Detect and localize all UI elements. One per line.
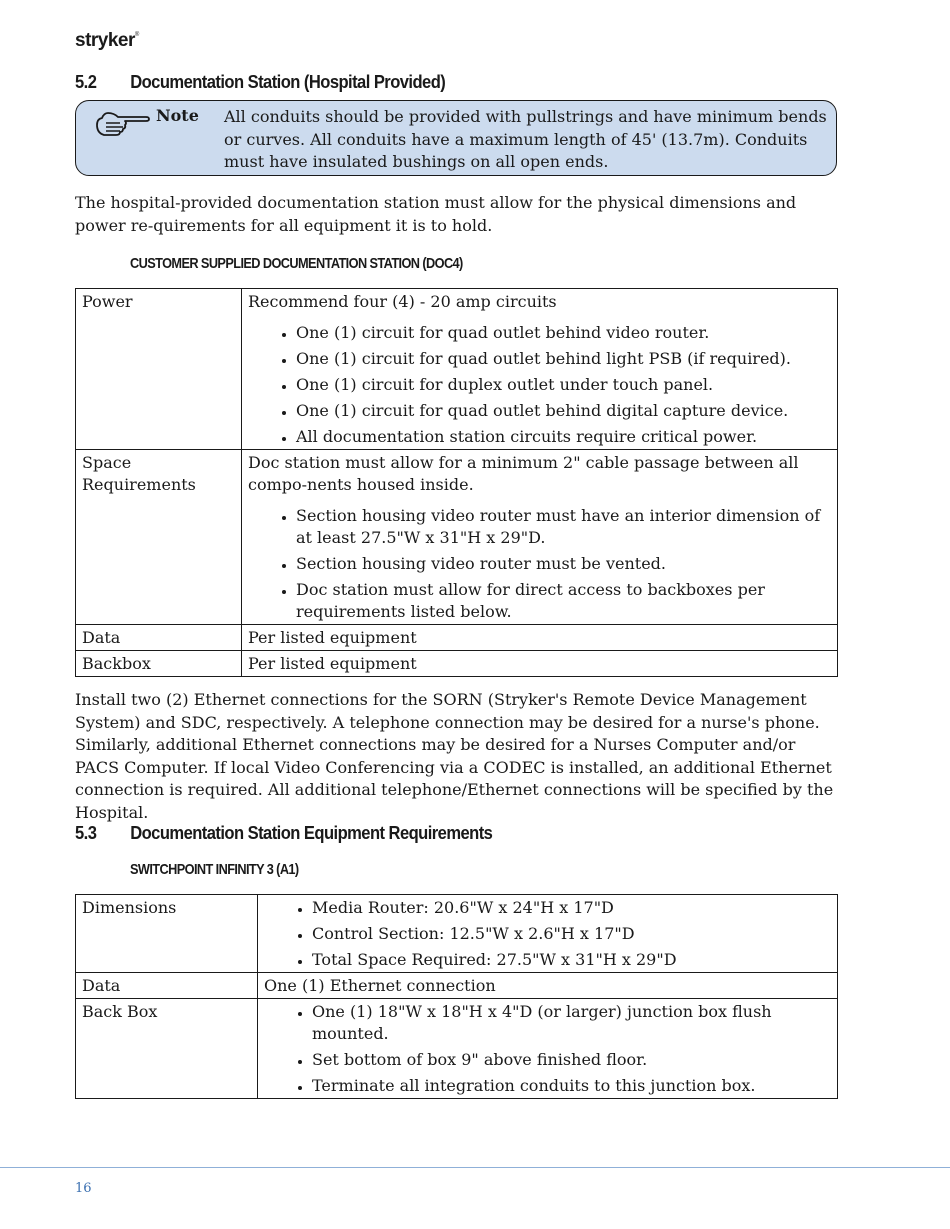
list-item: • One (1) 18"W x 18"H x 4"D (or larger) junction box flush mounted. <box>312 1001 831 1045</box>
doc4-spec-table <box>75 288 838 677</box>
stryker-logo <box>75 30 139 52</box>
registered-mark: ® <box>134 32 139 38</box>
table-row <box>76 973 838 999</box>
row-content <box>242 450 838 625</box>
list-item: • One (1) circuit for duplex outlet under touch panel. <box>296 374 831 396</box>
bullet-list <box>248 505 831 623</box>
bullet-list <box>248 322 831 448</box>
table-row <box>76 999 838 1099</box>
intro-paragraph: The hospital-provided documentation station must allow for the physical dimensions and power re-quirements for all equipment it is to hold. <box>75 193 797 235</box>
table-row <box>76 625 838 651</box>
list-item: • Terminate all integration conduits to this junction box. <box>312 1075 831 1097</box>
footer-divider <box>0 1167 950 1168</box>
ethernet-paragraph: Install two (2) Ethernet connections for the SORN (Stryker's Remote Device Management System) and SDC, respectively. A telephone connection may be desired for a nurse's phone. Similarly, additional Ethernet connections may be desired for a Nurses Computer and/or PACS Computer. If local Video Conferencing via a CODEC is installed, an additional Ethernet connection is required. All additional telephone/Ethernet connections will be specified by the Hospital. <box>75 690 834 822</box>
list-item: • Media Router: 20.6"W x 24"H x 17"D <box>312 897 831 919</box>
a1-spec-table <box>75 894 838 1099</box>
row-content <box>242 289 838 450</box>
page-number: 16 <box>75 1181 92 1196</box>
section-5-2-heading <box>75 72 445 93</box>
pointing-hand-icon <box>94 109 150 141</box>
row-label: Back Box <box>76 999 258 1099</box>
row-label: Data <box>76 625 242 651</box>
row-content <box>258 999 838 1099</box>
list-item: • Section housing video router must have an interior dimension of at least 27.5"W x 31"H x 29"D. <box>296 505 831 549</box>
row-label: Data <box>76 973 258 999</box>
row-label: Dimensions <box>76 895 258 973</box>
row-content <box>258 895 838 973</box>
list-item: • Section housing video router must be vented. <box>296 553 831 575</box>
row-text: Recommend four (4) - 20 amp circuits <box>248 292 557 311</box>
note-box <box>75 100 837 176</box>
row-label: Backbox <box>76 651 242 677</box>
list-item: • Control Section: 12.5"W x 2.6"H x 17"D <box>312 923 831 945</box>
note-label: Note <box>156 106 199 125</box>
list-item: • All documentation station circuits require critical power. <box>296 426 831 448</box>
bullet-list <box>264 897 831 971</box>
row-text: Per listed equipment <box>242 651 838 677</box>
logo-text: stryker <box>75 30 135 51</box>
a1-table-heading: SWITCHPOINT INFINITY 3 (A1) <box>130 861 299 878</box>
doc4-table-heading: CUSTOMER SUPPLIED DOCUMENTATION STATION (DOC4) <box>130 255 463 272</box>
section-number: 5.2 <box>75 72 97 92</box>
row-text: Doc station must allow for a minimum 2" cable passage between all compo-nents housed inside. <box>248 453 799 494</box>
table-row <box>76 289 838 450</box>
table-row <box>76 651 838 677</box>
list-item: • One (1) circuit for quad outlet behind digital capture device. <box>296 400 831 422</box>
row-text: One (1) Ethernet connection <box>258 973 838 999</box>
note-text: All conduits should be provided with pullstrings and have minimum bends or curves. All conduits have a maximum length of 45' (13.7m). Conduits must have insulated bushings on all open ends. <box>224 107 827 171</box>
row-label: Space Requirements <box>76 450 242 625</box>
table-row <box>76 450 838 625</box>
section-title: Documentation Station Equipment Requirements <box>130 823 493 843</box>
section-title: Documentation Station (Hospital Provided) <box>130 72 446 92</box>
section-5-3-heading <box>75 823 492 844</box>
table-row <box>76 895 838 973</box>
section-number: 5.3 <box>75 823 97 843</box>
list-item: • Doc station must allow for direct access to backboxes per requirements listed below. <box>296 579 831 623</box>
bullet-list <box>264 1001 831 1097</box>
list-item: • Total Space Required: 27.5"W x 31"H x 29"D <box>312 949 831 971</box>
row-label: Power <box>76 289 242 450</box>
row-text: Per listed equipment <box>242 625 838 651</box>
list-item: • One (1) circuit for quad outlet behind video router. <box>296 322 831 344</box>
list-item: • One (1) circuit for quad outlet behind light PSB (if required). <box>296 348 831 370</box>
list-item: • Set bottom of box 9" above finished floor. <box>312 1049 831 1071</box>
